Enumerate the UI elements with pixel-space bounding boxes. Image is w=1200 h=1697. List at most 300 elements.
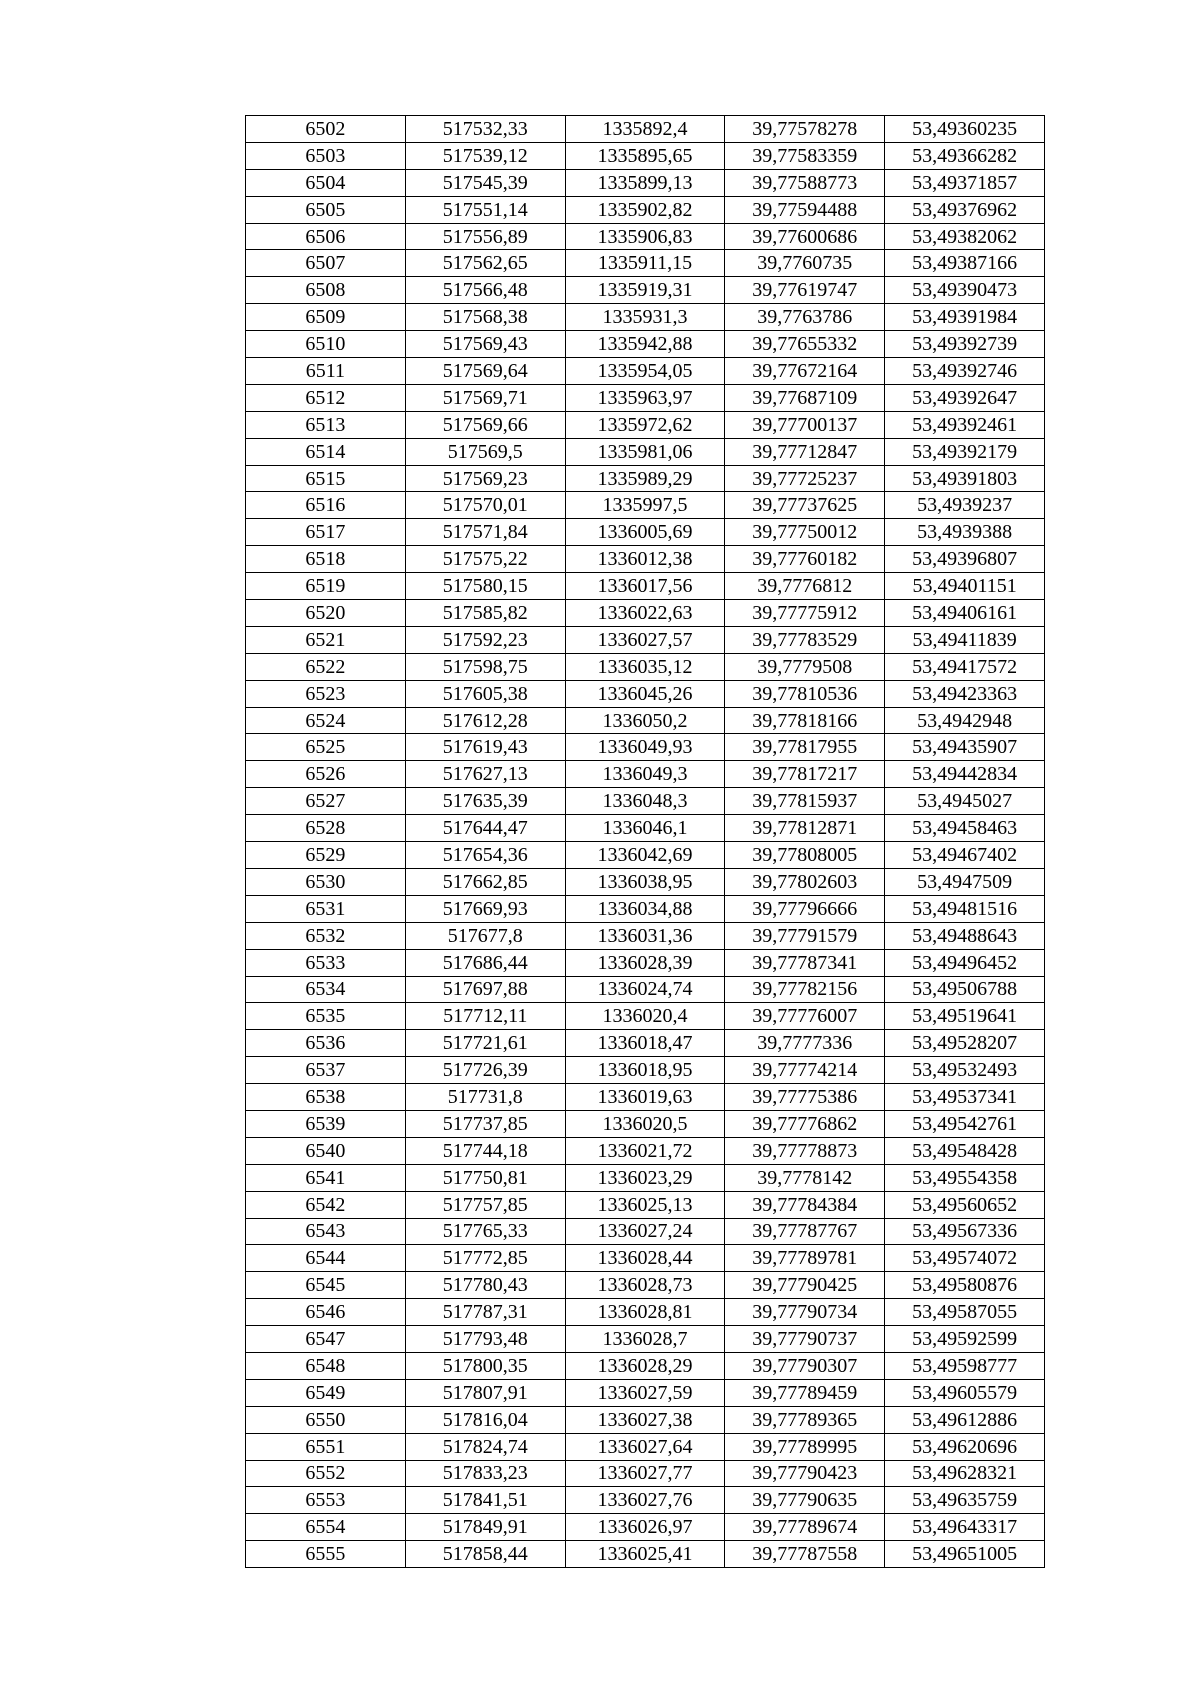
x-coordinate-cell: 517824,74 xyxy=(405,1433,565,1460)
latitude-cell: 53,49396807 xyxy=(885,546,1045,573)
table-row xyxy=(246,1514,1045,1541)
longitude-cell: 39,7778142 xyxy=(725,1164,885,1191)
latitude-cell: 53,49567336 xyxy=(885,1218,1045,1245)
longitude-cell: 39,77815937 xyxy=(725,788,885,815)
table-row xyxy=(246,223,1045,250)
y-coordinate-cell: 1336012,38 xyxy=(565,546,725,573)
longitude-cell: 39,7777336 xyxy=(725,1030,885,1057)
point-number-cell: 6535 xyxy=(246,1003,406,1030)
x-coordinate-cell: 517568,38 xyxy=(405,304,565,331)
table-row xyxy=(246,1541,1045,1568)
longitude-cell: 39,77818166 xyxy=(725,707,885,734)
latitude-cell: 53,49390473 xyxy=(885,277,1045,304)
latitude-cell: 53,49392647 xyxy=(885,384,1045,411)
point-number-cell: 6545 xyxy=(246,1272,406,1299)
latitude-cell: 53,49467402 xyxy=(885,842,1045,869)
x-coordinate-cell: 517662,85 xyxy=(405,868,565,895)
longitude-cell: 39,77789781 xyxy=(725,1245,885,1272)
y-coordinate-cell: 1336049,3 xyxy=(565,761,725,788)
x-coordinate-cell: 517569,23 xyxy=(405,465,565,492)
longitude-cell: 39,77790307 xyxy=(725,1352,885,1379)
y-coordinate-cell: 1336027,64 xyxy=(565,1433,725,1460)
y-coordinate-cell: 1336025,41 xyxy=(565,1541,725,1568)
longitude-cell: 39,77784384 xyxy=(725,1191,885,1218)
y-coordinate-cell: 1336024,74 xyxy=(565,976,725,1003)
x-coordinate-cell: 517757,85 xyxy=(405,1191,565,1218)
longitude-cell: 39,77817955 xyxy=(725,734,885,761)
point-number-cell: 6526 xyxy=(246,761,406,788)
longitude-cell: 39,77787558 xyxy=(725,1541,885,1568)
table-row xyxy=(246,358,1045,385)
latitude-cell: 53,4939388 xyxy=(885,519,1045,546)
point-number-cell: 6534 xyxy=(246,976,406,1003)
longitude-cell: 39,77655332 xyxy=(725,331,885,358)
y-coordinate-cell: 1335981,06 xyxy=(565,438,725,465)
y-coordinate-cell: 1336028,44 xyxy=(565,1245,725,1272)
table-row xyxy=(246,1379,1045,1406)
longitude-cell: 39,77619747 xyxy=(725,277,885,304)
table-row xyxy=(246,895,1045,922)
longitude-cell: 39,77817217 xyxy=(725,761,885,788)
point-number-cell: 6509 xyxy=(246,304,406,331)
latitude-cell: 53,49651005 xyxy=(885,1541,1045,1568)
table-row xyxy=(246,1272,1045,1299)
longitude-cell: 39,77796666 xyxy=(725,895,885,922)
latitude-cell: 53,49598777 xyxy=(885,1352,1045,1379)
x-coordinate-cell: 517744,18 xyxy=(405,1137,565,1164)
table-row xyxy=(246,438,1045,465)
longitude-cell: 39,77810536 xyxy=(725,680,885,707)
latitude-cell: 53,49481516 xyxy=(885,895,1045,922)
point-number-cell: 6519 xyxy=(246,573,406,600)
longitude-cell: 39,77774214 xyxy=(725,1057,885,1084)
latitude-cell: 53,49376962 xyxy=(885,196,1045,223)
latitude-cell: 53,49435907 xyxy=(885,734,1045,761)
y-coordinate-cell: 1336031,36 xyxy=(565,922,725,949)
y-coordinate-cell: 1336028,39 xyxy=(565,949,725,976)
longitude-cell: 39,77588773 xyxy=(725,169,885,196)
point-number-cell: 6518 xyxy=(246,546,406,573)
longitude-cell: 39,77712847 xyxy=(725,438,885,465)
point-number-cell: 6547 xyxy=(246,1326,406,1353)
point-number-cell: 6529 xyxy=(246,842,406,869)
latitude-cell: 53,49643317 xyxy=(885,1514,1045,1541)
longitude-cell: 39,77775386 xyxy=(725,1084,885,1111)
point-number-cell: 6508 xyxy=(246,277,406,304)
x-coordinate-cell: 517569,66 xyxy=(405,411,565,438)
table-row xyxy=(246,1460,1045,1487)
point-number-cell: 6527 xyxy=(246,788,406,815)
point-number-cell: 6504 xyxy=(246,169,406,196)
point-number-cell: 6532 xyxy=(246,922,406,949)
point-number-cell: 6513 xyxy=(246,411,406,438)
x-coordinate-cell: 517677,8 xyxy=(405,922,565,949)
x-coordinate-cell: 517585,82 xyxy=(405,600,565,627)
latitude-cell: 53,49458463 xyxy=(885,815,1045,842)
point-number-cell: 6552 xyxy=(246,1460,406,1487)
table-row xyxy=(246,1137,1045,1164)
point-number-cell: 6517 xyxy=(246,519,406,546)
latitude-cell: 53,49496452 xyxy=(885,949,1045,976)
y-coordinate-cell: 1335997,5 xyxy=(565,492,725,519)
x-coordinate-cell: 517569,64 xyxy=(405,358,565,385)
latitude-cell: 53,49387166 xyxy=(885,250,1045,277)
latitude-cell: 53,49382062 xyxy=(885,223,1045,250)
table-row xyxy=(246,277,1045,304)
point-number-cell: 6514 xyxy=(246,438,406,465)
x-coordinate-cell: 517635,39 xyxy=(405,788,565,815)
y-coordinate-cell: 1336034,88 xyxy=(565,895,725,922)
coordinates-table xyxy=(245,115,1045,1568)
x-coordinate-cell: 517571,84 xyxy=(405,519,565,546)
x-coordinate-cell: 517566,48 xyxy=(405,277,565,304)
longitude-cell: 39,7779508 xyxy=(725,653,885,680)
point-number-cell: 6524 xyxy=(246,707,406,734)
x-coordinate-cell: 517605,38 xyxy=(405,680,565,707)
x-coordinate-cell: 517612,28 xyxy=(405,707,565,734)
y-coordinate-cell: 1336028,7 xyxy=(565,1326,725,1353)
table-row xyxy=(246,626,1045,653)
x-coordinate-cell: 517833,23 xyxy=(405,1460,565,1487)
latitude-cell: 53,49628321 xyxy=(885,1460,1045,1487)
y-coordinate-cell: 1335931,3 xyxy=(565,304,725,331)
longitude-cell: 39,77760182 xyxy=(725,546,885,573)
table-row xyxy=(246,196,1045,223)
x-coordinate-cell: 517551,14 xyxy=(405,196,565,223)
point-number-cell: 6516 xyxy=(246,492,406,519)
table-row xyxy=(246,1433,1045,1460)
latitude-cell: 53,4942948 xyxy=(885,707,1045,734)
x-coordinate-cell: 517807,91 xyxy=(405,1379,565,1406)
longitude-cell: 39,77725237 xyxy=(725,465,885,492)
latitude-cell: 53,49391803 xyxy=(885,465,1045,492)
latitude-cell: 53,49605579 xyxy=(885,1379,1045,1406)
point-number-cell: 6542 xyxy=(246,1191,406,1218)
y-coordinate-cell: 1336022,63 xyxy=(565,600,725,627)
point-number-cell: 6549 xyxy=(246,1379,406,1406)
table-row xyxy=(246,1164,1045,1191)
y-coordinate-cell: 1336027,76 xyxy=(565,1487,725,1514)
y-coordinate-cell: 1336025,13 xyxy=(565,1191,725,1218)
latitude-cell: 53,49528207 xyxy=(885,1030,1045,1057)
x-coordinate-cell: 517669,93 xyxy=(405,895,565,922)
table-row xyxy=(246,734,1045,761)
latitude-cell: 53,49366282 xyxy=(885,142,1045,169)
table-row xyxy=(246,949,1045,976)
y-coordinate-cell: 1336038,95 xyxy=(565,868,725,895)
x-coordinate-cell: 517841,51 xyxy=(405,1487,565,1514)
table-row xyxy=(246,1326,1045,1353)
latitude-cell: 53,49506788 xyxy=(885,976,1045,1003)
point-number-cell: 6523 xyxy=(246,680,406,707)
point-number-cell: 6525 xyxy=(246,734,406,761)
x-coordinate-cell: 517765,33 xyxy=(405,1218,565,1245)
table-row xyxy=(246,707,1045,734)
longitude-cell: 39,77775912 xyxy=(725,600,885,627)
x-coordinate-cell: 517627,13 xyxy=(405,761,565,788)
point-number-cell: 6510 xyxy=(246,331,406,358)
y-coordinate-cell: 1335942,88 xyxy=(565,331,725,358)
y-coordinate-cell: 1335919,31 xyxy=(565,277,725,304)
table-row xyxy=(246,1057,1045,1084)
x-coordinate-cell: 517793,48 xyxy=(405,1326,565,1353)
latitude-cell: 53,49417572 xyxy=(885,653,1045,680)
latitude-cell: 53,4945027 xyxy=(885,788,1045,815)
coordinates-table-body xyxy=(246,116,1045,1568)
x-coordinate-cell: 517569,43 xyxy=(405,331,565,358)
table-row xyxy=(246,1487,1045,1514)
table-row xyxy=(246,250,1045,277)
x-coordinate-cell: 517556,89 xyxy=(405,223,565,250)
y-coordinate-cell: 1335899,13 xyxy=(565,169,725,196)
point-number-cell: 6533 xyxy=(246,949,406,976)
table-row xyxy=(246,411,1045,438)
y-coordinate-cell: 1336042,69 xyxy=(565,842,725,869)
y-coordinate-cell: 1336048,3 xyxy=(565,788,725,815)
y-coordinate-cell: 1335902,82 xyxy=(565,196,725,223)
y-coordinate-cell: 1336017,56 xyxy=(565,573,725,600)
y-coordinate-cell: 1335954,05 xyxy=(565,358,725,385)
table-row xyxy=(246,1218,1045,1245)
x-coordinate-cell: 517619,43 xyxy=(405,734,565,761)
x-coordinate-cell: 517644,47 xyxy=(405,815,565,842)
latitude-cell: 53,49580876 xyxy=(885,1272,1045,1299)
table-row xyxy=(246,976,1045,1003)
latitude-cell: 53,49519641 xyxy=(885,1003,1045,1030)
table-row xyxy=(246,653,1045,680)
y-coordinate-cell: 1335911,15 xyxy=(565,250,725,277)
longitude-cell: 39,77791579 xyxy=(725,922,885,949)
latitude-cell: 53,49620696 xyxy=(885,1433,1045,1460)
x-coordinate-cell: 517800,35 xyxy=(405,1352,565,1379)
y-coordinate-cell: 1336046,1 xyxy=(565,815,725,842)
table-row xyxy=(246,1406,1045,1433)
longitude-cell: 39,77776007 xyxy=(725,1003,885,1030)
latitude-cell: 53,49392739 xyxy=(885,331,1045,358)
point-number-cell: 6536 xyxy=(246,1030,406,1057)
table-row xyxy=(246,142,1045,169)
latitude-cell: 53,49391984 xyxy=(885,304,1045,331)
y-coordinate-cell: 1336005,69 xyxy=(565,519,725,546)
table-row xyxy=(246,1030,1045,1057)
y-coordinate-cell: 1336049,93 xyxy=(565,734,725,761)
longitude-cell: 39,77672164 xyxy=(725,358,885,385)
table-row xyxy=(246,331,1045,358)
latitude-cell: 53,49532493 xyxy=(885,1057,1045,1084)
longitude-cell: 39,77812871 xyxy=(725,815,885,842)
x-coordinate-cell: 517731,8 xyxy=(405,1084,565,1111)
y-coordinate-cell: 1336018,47 xyxy=(565,1030,725,1057)
longitude-cell: 39,77789995 xyxy=(725,1433,885,1460)
longitude-cell: 39,77789459 xyxy=(725,1379,885,1406)
y-coordinate-cell: 1336021,72 xyxy=(565,1137,725,1164)
point-number-cell: 6502 xyxy=(246,116,406,143)
longitude-cell: 39,7763786 xyxy=(725,304,885,331)
point-number-cell: 6550 xyxy=(246,1406,406,1433)
point-number-cell: 6544 xyxy=(246,1245,406,1272)
longitude-cell: 39,77782156 xyxy=(725,976,885,1003)
x-coordinate-cell: 517598,75 xyxy=(405,653,565,680)
latitude-cell: 53,49401151 xyxy=(885,573,1045,600)
table-row xyxy=(246,304,1045,331)
table-row xyxy=(246,1084,1045,1111)
latitude-cell: 53,49548428 xyxy=(885,1137,1045,1164)
x-coordinate-cell: 517858,44 xyxy=(405,1541,565,1568)
latitude-cell: 53,49542761 xyxy=(885,1110,1045,1137)
latitude-cell: 53,49411839 xyxy=(885,626,1045,653)
latitude-cell: 53,49406161 xyxy=(885,600,1045,627)
latitude-cell: 53,49423363 xyxy=(885,680,1045,707)
x-coordinate-cell: 517654,36 xyxy=(405,842,565,869)
y-coordinate-cell: 1336020,4 xyxy=(565,1003,725,1030)
longitude-cell: 39,77737625 xyxy=(725,492,885,519)
point-number-cell: 6546 xyxy=(246,1299,406,1326)
point-number-cell: 6506 xyxy=(246,223,406,250)
table-row xyxy=(246,384,1045,411)
x-coordinate-cell: 517592,23 xyxy=(405,626,565,653)
longitude-cell: 39,77790734 xyxy=(725,1299,885,1326)
longitude-cell: 39,77808005 xyxy=(725,842,885,869)
y-coordinate-cell: 1336019,63 xyxy=(565,1084,725,1111)
x-coordinate-cell: 517569,71 xyxy=(405,384,565,411)
x-coordinate-cell: 517712,11 xyxy=(405,1003,565,1030)
table-row xyxy=(246,815,1045,842)
longitude-cell: 39,77594488 xyxy=(725,196,885,223)
longitude-cell: 39,77578278 xyxy=(725,116,885,143)
point-number-cell: 6507 xyxy=(246,250,406,277)
y-coordinate-cell: 1335906,83 xyxy=(565,223,725,250)
point-number-cell: 6531 xyxy=(246,895,406,922)
longitude-cell: 39,77583359 xyxy=(725,142,885,169)
y-coordinate-cell: 1336027,59 xyxy=(565,1379,725,1406)
x-coordinate-cell: 517721,61 xyxy=(405,1030,565,1057)
table-row xyxy=(246,546,1045,573)
x-coordinate-cell: 517780,43 xyxy=(405,1272,565,1299)
y-coordinate-cell: 1336018,95 xyxy=(565,1057,725,1084)
x-coordinate-cell: 517772,85 xyxy=(405,1245,565,1272)
x-coordinate-cell: 517562,65 xyxy=(405,250,565,277)
point-number-cell: 6505 xyxy=(246,196,406,223)
x-coordinate-cell: 517539,12 xyxy=(405,142,565,169)
y-coordinate-cell: 1336027,57 xyxy=(565,626,725,653)
y-coordinate-cell: 1336028,29 xyxy=(565,1352,725,1379)
y-coordinate-cell: 1336028,73 xyxy=(565,1272,725,1299)
x-coordinate-cell: 517686,44 xyxy=(405,949,565,976)
table-row xyxy=(246,868,1045,895)
latitude-cell: 53,49592599 xyxy=(885,1326,1045,1353)
longitude-cell: 39,77790423 xyxy=(725,1460,885,1487)
table-row xyxy=(246,573,1045,600)
point-number-cell: 6539 xyxy=(246,1110,406,1137)
y-coordinate-cell: 1335895,65 xyxy=(565,142,725,169)
longitude-cell: 39,77778873 xyxy=(725,1137,885,1164)
point-number-cell: 6521 xyxy=(246,626,406,653)
x-coordinate-cell: 517575,22 xyxy=(405,546,565,573)
longitude-cell: 39,77787767 xyxy=(725,1218,885,1245)
latitude-cell: 53,4939237 xyxy=(885,492,1045,519)
point-number-cell: 6528 xyxy=(246,815,406,842)
x-coordinate-cell: 517750,81 xyxy=(405,1164,565,1191)
table-row xyxy=(246,680,1045,707)
point-number-cell: 6554 xyxy=(246,1514,406,1541)
longitude-cell: 39,77750012 xyxy=(725,519,885,546)
table-row xyxy=(246,1352,1045,1379)
longitude-cell: 39,77687109 xyxy=(725,384,885,411)
longitude-cell: 39,77790635 xyxy=(725,1487,885,1514)
point-number-cell: 6543 xyxy=(246,1218,406,1245)
latitude-cell: 53,49574072 xyxy=(885,1245,1045,1272)
y-coordinate-cell: 1336026,97 xyxy=(565,1514,725,1541)
longitude-cell: 39,7776812 xyxy=(725,573,885,600)
table-row xyxy=(246,465,1045,492)
latitude-cell: 53,49635759 xyxy=(885,1487,1045,1514)
table-row xyxy=(246,842,1045,869)
y-coordinate-cell: 1335892,4 xyxy=(565,116,725,143)
y-coordinate-cell: 1336027,38 xyxy=(565,1406,725,1433)
longitude-cell: 39,77776862 xyxy=(725,1110,885,1137)
longitude-cell: 39,77787341 xyxy=(725,949,885,976)
point-number-cell: 6537 xyxy=(246,1057,406,1084)
point-number-cell: 6503 xyxy=(246,142,406,169)
table-row xyxy=(246,1245,1045,1272)
longitude-cell: 39,77783529 xyxy=(725,626,885,653)
longitude-cell: 39,77789365 xyxy=(725,1406,885,1433)
y-coordinate-cell: 1336045,26 xyxy=(565,680,725,707)
point-number-cell: 6520 xyxy=(246,600,406,627)
point-number-cell: 6538 xyxy=(246,1084,406,1111)
latitude-cell: 53,49560652 xyxy=(885,1191,1045,1218)
point-number-cell: 6541 xyxy=(246,1164,406,1191)
point-number-cell: 6515 xyxy=(246,465,406,492)
point-number-cell: 6530 xyxy=(246,868,406,895)
point-number-cell: 6555 xyxy=(246,1541,406,1568)
y-coordinate-cell: 1336023,29 xyxy=(565,1164,725,1191)
table-row xyxy=(246,788,1045,815)
y-coordinate-cell: 1336027,24 xyxy=(565,1218,725,1245)
x-coordinate-cell: 517816,04 xyxy=(405,1406,565,1433)
point-number-cell: 6540 xyxy=(246,1137,406,1164)
x-coordinate-cell: 517569,5 xyxy=(405,438,565,465)
x-coordinate-cell: 517787,31 xyxy=(405,1299,565,1326)
longitude-cell: 39,77600686 xyxy=(725,223,885,250)
table-row xyxy=(246,169,1045,196)
latitude-cell: 53,49442834 xyxy=(885,761,1045,788)
y-coordinate-cell: 1336050,2 xyxy=(565,707,725,734)
longitude-cell: 39,77790737 xyxy=(725,1326,885,1353)
latitude-cell: 53,4947509 xyxy=(885,868,1045,895)
latitude-cell: 53,49392179 xyxy=(885,438,1045,465)
longitude-cell: 39,77789674 xyxy=(725,1514,885,1541)
table-row xyxy=(246,519,1045,546)
table-row xyxy=(246,761,1045,788)
point-number-cell: 6553 xyxy=(246,1487,406,1514)
table-row xyxy=(246,116,1045,143)
latitude-cell: 53,49612886 xyxy=(885,1406,1045,1433)
latitude-cell: 53,49371857 xyxy=(885,169,1045,196)
latitude-cell: 53,49392461 xyxy=(885,411,1045,438)
latitude-cell: 53,49554358 xyxy=(885,1164,1045,1191)
y-coordinate-cell: 1336020,5 xyxy=(565,1110,725,1137)
y-coordinate-cell: 1336028,81 xyxy=(565,1299,725,1326)
table-row xyxy=(246,1191,1045,1218)
latitude-cell: 53,49537341 xyxy=(885,1084,1045,1111)
longitude-cell: 39,77802603 xyxy=(725,868,885,895)
longitude-cell: 39,7760735 xyxy=(725,250,885,277)
longitude-cell: 39,77700137 xyxy=(725,411,885,438)
latitude-cell: 53,49360235 xyxy=(885,116,1045,143)
point-number-cell: 6512 xyxy=(246,384,406,411)
x-coordinate-cell: 517737,85 xyxy=(405,1110,565,1137)
